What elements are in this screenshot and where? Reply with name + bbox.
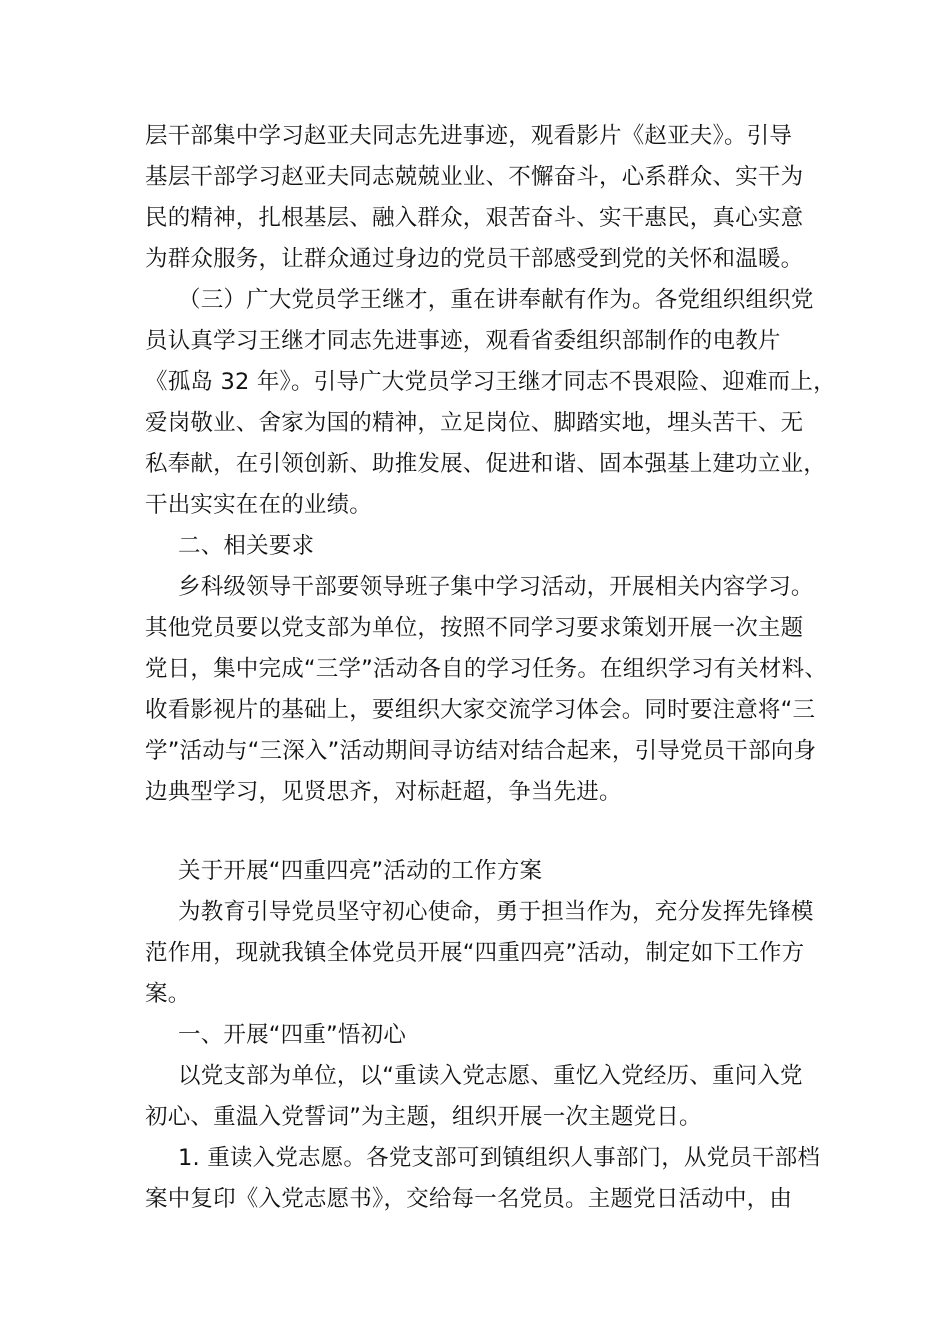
body-line: 员认真学习王继才同志先进事迹，观看省委组织部制作的电教片 bbox=[145, 328, 781, 354]
section-heading: 一、开展“四重”悟初心 bbox=[178, 1022, 407, 1048]
list-item: 1. 重读入党志愿。各党支部可到镇组织人事部门，从党员干部档 bbox=[178, 1145, 821, 1171]
body-line: 初心、重温入党誓词”为主题，组织开展一次主题党日。 bbox=[145, 1104, 702, 1130]
body-line: 以党支部为单位，以“重读入党志愿、重忆入党经历、重问入党 bbox=[178, 1063, 803, 1089]
section-heading-line: （三）广大党员学王继才，重在讲奉献有作为。各党组织组织党 bbox=[178, 287, 814, 313]
body-line: 基层干部学习赵亚夫同志兢兢业业、不懈奋斗，心系群众、实干为 bbox=[145, 164, 804, 190]
body-line: 干出实实在在的业绩。 bbox=[145, 492, 373, 518]
body-line: 为群众服务，让群众通过身边的党员干部感受到党的关怀和温暖。 bbox=[145, 246, 804, 272]
body-line: 案。 bbox=[145, 981, 191, 1007]
body-line: 学”活动与“三深入”活动期间寻访结对结合起来，引导党员干部向身 bbox=[145, 738, 817, 764]
body-line: 层干部集中学习赵亚夫同志先进事迹，观看影片《赵亚夫》。引导 bbox=[145, 123, 793, 149]
section-heading: 二、相关要求 bbox=[178, 533, 315, 559]
body-line: 收看影视片的基础上，要组织大家交流学习体会。同时要注意将“三 bbox=[145, 697, 816, 723]
body-line: 《孤岛 32 年》。引导广大党员学习王继才同志不畏艰险、迎难而上， bbox=[145, 369, 836, 395]
document-title: 关于开展“四重四亮”活动的工作方案 bbox=[178, 858, 543, 884]
body-line: 范作用，现就我镇全体党员开展“四重四亮”活动，制定如下工作方 bbox=[145, 940, 805, 966]
body-line: 乡科级领导干部要领导班子集中学习活动，开展相关内容学习。 bbox=[178, 574, 814, 600]
body-line: 民的精神，扎根基层、融入群众，艰苦奋斗、实干惠民，真心实意 bbox=[145, 205, 804, 231]
body-line: 私奉献，在引领创新、助推发展、促进和谐、固本强基上建功立业， bbox=[145, 451, 827, 477]
body-line: 为教育引导党员坚守初心使命，勇于担当作为，充分发挥先锋模 bbox=[178, 899, 814, 925]
body-line: 其他党员要以党支部为单位，按照不同学习要求策划开展一次主题 bbox=[145, 615, 804, 641]
body-line: 边典型学习，见贤思齐，对标赶超，争当先进。 bbox=[145, 779, 622, 805]
body-line: 党日，集中完成“三学”活动各自的学习任务。在组织学习有关材料、 bbox=[145, 656, 828, 682]
body-line: 案中复印《入党志愿书》，交给每一名党员。主题党日活动中，由 bbox=[145, 1186, 793, 1212]
body-line: 爱岗敬业、舍家为国的精神，立足岗位、脚踏实地，埋头苦干、无 bbox=[145, 410, 804, 436]
